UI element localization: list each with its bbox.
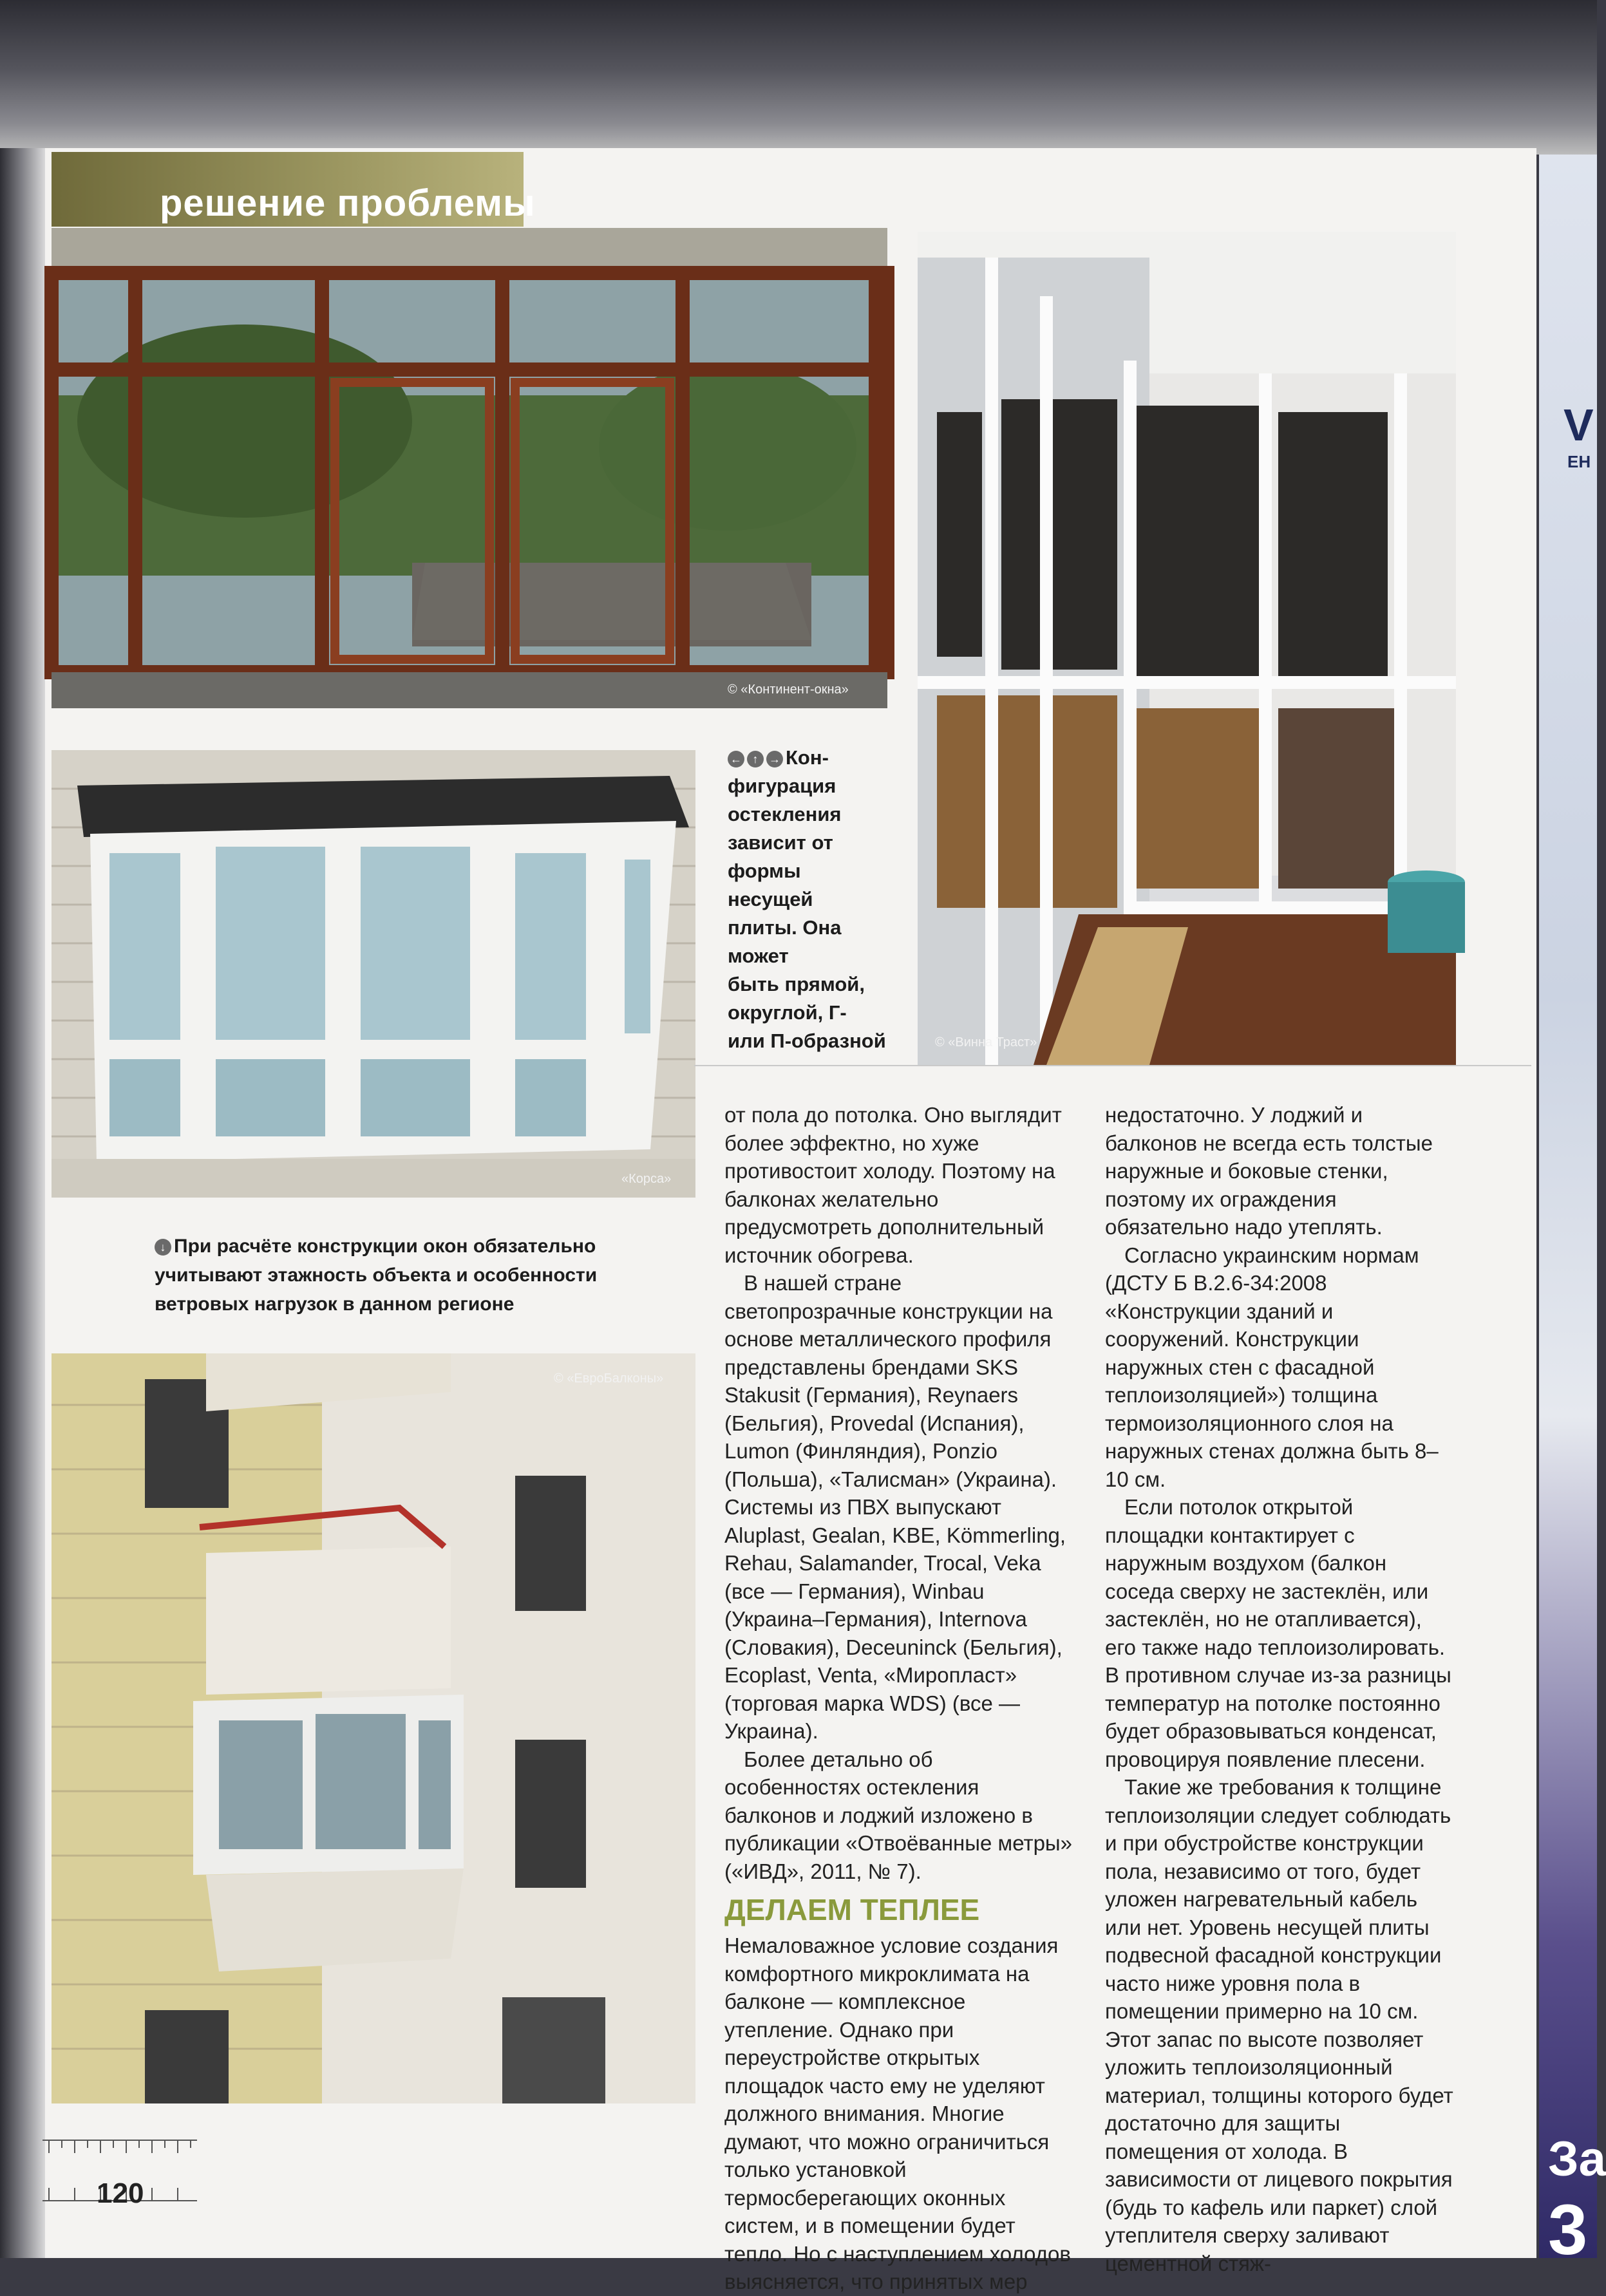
article-column-2	[1105, 1101, 1456, 2277]
caption-line: фигурация	[728, 775, 836, 797]
arrow-down-icon: ↓	[155, 1239, 171, 1256]
divider	[694, 1065, 1531, 1066]
photo-credit: © «Континент-окна»	[728, 682, 849, 697]
photo-wooden-loggia	[52, 228, 887, 708]
brick-building-illustration	[52, 1353, 695, 2103]
caption-line: плиты. Она может	[728, 916, 842, 967]
loggia-interior-illustration	[918, 232, 1456, 1065]
paragraph: В нашей стране светопрозрачные конструкции на основе металлического профиля представлены брендами SKS Stakusit (Германия), Reynaers (Бельгия), Provedal (Испания), Lumon (Финляндия), Ponzio (Польша), «Талисман» (Украина). Системы из ПВХ выпускают Aluplast, Gealan, KBE, Kömmerling, Rehau, Salamander, Trocal, Veka (все — Германия), Winbau (Украина–Германия), Internova (Словакия), Deceuninck (Бельгия), Ecoplast, Venta, «Миропласт» (торговая марка WDS) (все — Украина).	[724, 1271, 1066, 1743]
photo-credit: © «Винна Траст»	[935, 1035, 1037, 1049]
paragraph: от пола до потолка. Оно выглядит более эффектно, но хуже противостоит холоду. Поэтому на балконах желательно предусмотреть дополнительный источник обогрева.	[724, 1103, 1062, 1267]
arrow-right-icon: →	[766, 751, 783, 767]
photo-credit: «Корса»	[621, 1172, 672, 1186]
paragraph: Более детально об особенностях остекления балконов и лоджий изложено в публикации «Отвоёванные метры» («ИВД», 2011, № 7).	[724, 1747, 1072, 1883]
photo-bay-balcony	[52, 750, 695, 1198]
next-page-fragment: 3	[1548, 2190, 1588, 2270]
caption-line: учитывают этажность объекта и особенности	[155, 1265, 598, 1286]
caption-line: несущей	[728, 888, 813, 910]
photo-credit: © «ЕвроБалконы»	[554, 1371, 664, 1386]
bay-balcony-illustration	[52, 750, 695, 1198]
paragraph: Если потолок открытой площадки контактирует с наружным воздухом (балкон соседа сверху не застеклён, или застеклён, но не отапливается), его также надо теплоизолировать. В противном случае из-за разницы температур на потолке постоянно будет образовываться конденсат, провоцируя появление плесени.	[1105, 1495, 1451, 1771]
next-page-fragment: За	[1548, 2132, 1606, 2187]
caption-line: ← ↑ → Кон-	[728, 744, 902, 772]
photo-brick-building	[52, 1353, 695, 2103]
photo-loggia-interior	[918, 232, 1456, 1065]
article-column-1	[724, 1101, 1072, 2296]
paragraph: Такие же требования к толщине теплоизоляции следует соблюдать и при обустройстве конструкции пола, независимо от того, будет уложен нагревательный кабель или нет. Уровень несущей плиты подвесной фасадной конструкции часто ниже уровня пола в помещении примерно на 10 см. Этот запас по высоте позволяет уложить теплоизоляционный материал, толщины которого будет достаточно для защиты помещения от холода. В зависимости от лицевого покрытия (будь то кафель или паркет) слой утеплителя сверху заливают цементной стяж-	[1105, 1775, 1453, 2275]
paragraph: недостаточно. У лоджий и балконов не всегда есть толстые наружные и боковые стенки, поэтому их ограждения обязательно надо утеплять.	[1105, 1103, 1433, 1239]
next-page-edge	[1539, 155, 1606, 2270]
page-number: 120	[97, 2178, 144, 2209]
caption-line: ↓ При расчёте конструкции окон обязательно	[155, 1232, 702, 1261]
paragraph: Немаловажное условие создания комфортного микроклимата на балконе — комплексное утепление. Однако при переустройстве открытых площадок часто ему не уделяют должного внимания. Многие думают, что можно ограничиться только установкой термосберегающих оконных систем, и в помещении будет тепло. Но с наступлением холодов выясняется, что принятых мер	[724, 1934, 1071, 2293]
caption-line: или П-образной	[728, 1030, 886, 1052]
section-subheading: ДЕЛАЕМ ТЕПЛЕЕ	[724, 1893, 980, 1926]
arrow-left-icon: ←	[728, 751, 744, 767]
caption-line: быть прямой,	[728, 973, 865, 995]
scan-background-top	[0, 0, 1597, 155]
caption-glazing-configuration	[728, 744, 902, 1055]
caption-window-calculation	[155, 1232, 702, 1319]
wooden-loggia-illustration	[52, 228, 887, 708]
caption-line: формы	[728, 860, 801, 882]
arrow-up-icon: ↑	[747, 751, 764, 767]
caption-line: остекления	[728, 803, 842, 825]
next-page-fragment: V	[1563, 400, 1594, 450]
caption-line: ветровых нагрузок в данном регионе	[155, 1294, 515, 1315]
section-title: решение проблемы	[160, 182, 536, 224]
caption-line: округлой, Г-	[728, 1001, 847, 1024]
caption-line: зависит от	[728, 831, 833, 854]
page-spine-edge	[0, 148, 45, 2258]
paragraph: Согласно украинским нормам (ДСТУ Б В.2.6-34:2008 «Конструкции зданий и сооружений. Конструкции наружных стен с фасадной теплоизоляцией») толщина термоизоляционного слоя на наружных стенах должна быть 8–10 см.	[1105, 1243, 1439, 1491]
next-page-fragment: ЕН	[1567, 452, 1591, 471]
